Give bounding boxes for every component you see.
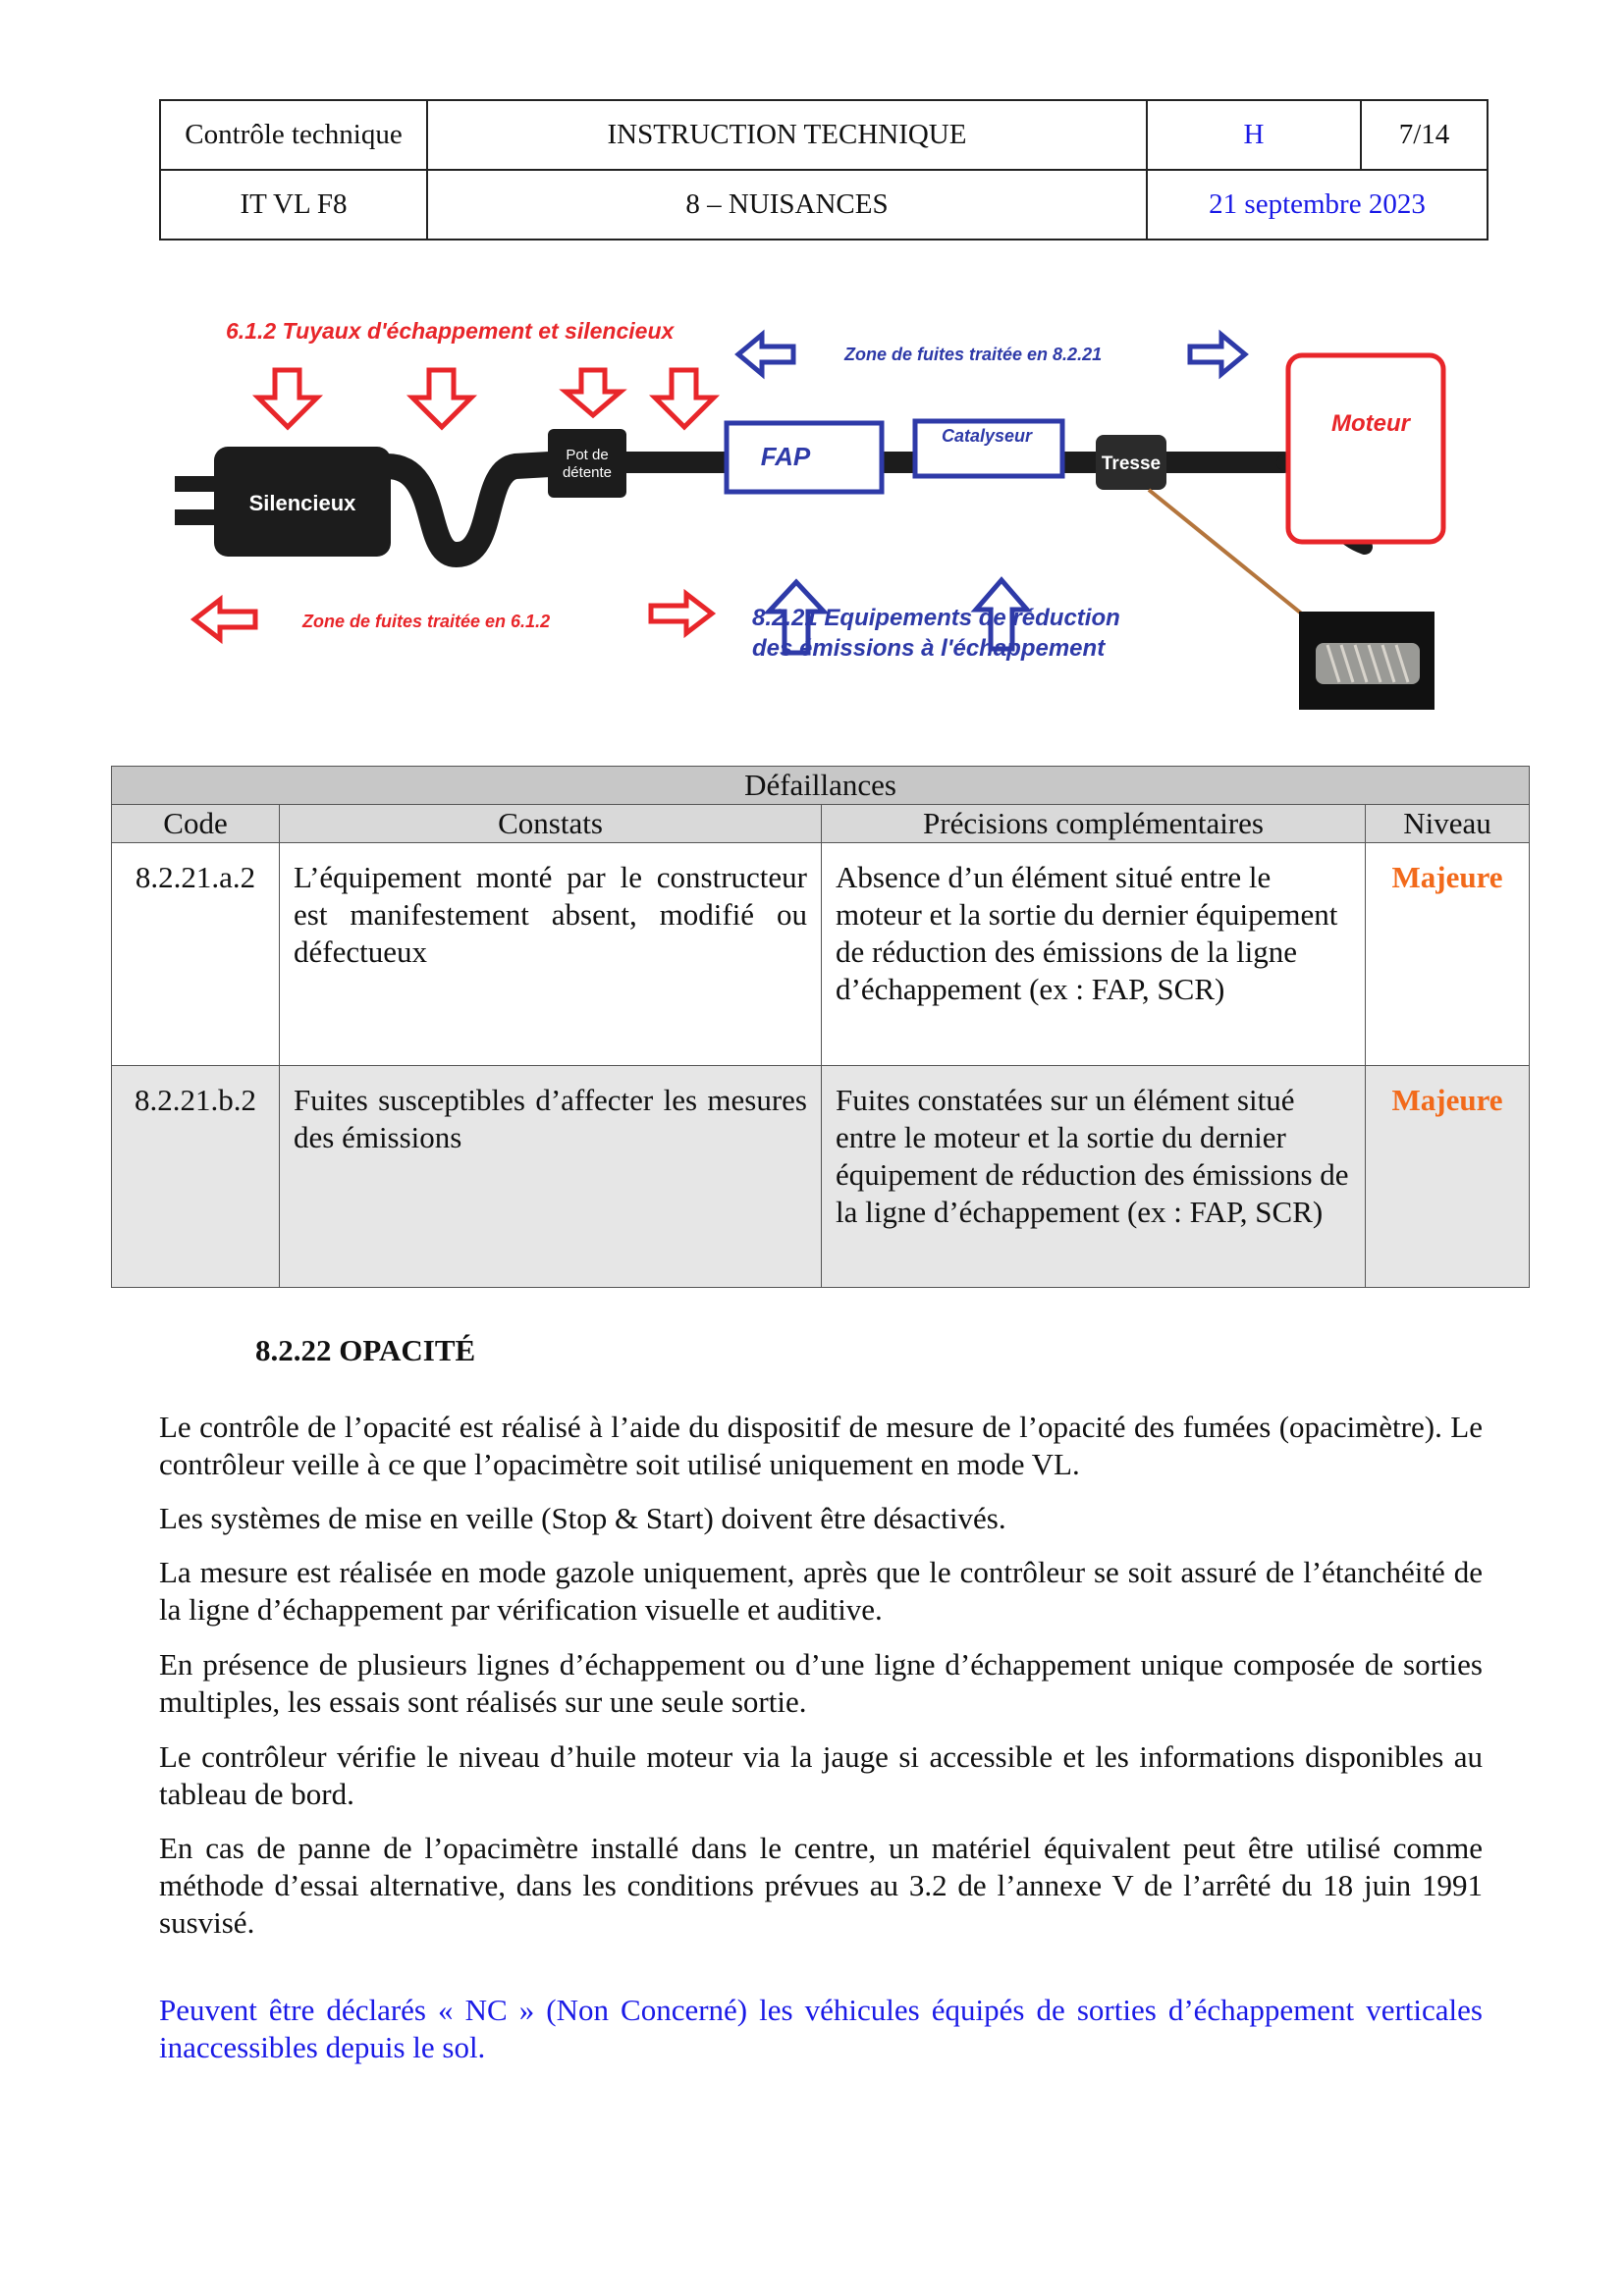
- row-niveau: Majeure: [1366, 1066, 1530, 1288]
- red-down-arrow-3: [566, 370, 621, 415]
- paragraph: Les systèmes de mise en veille (Stop & Start) doivent être désactivés.: [159, 1501, 1006, 1535]
- row-constat: L’équipement monté par le constructeur est manifestement absent, modifié ou défectueux: [280, 843, 822, 1066]
- equipment-label-line2: des émissions à l'échappement: [752, 635, 1106, 662]
- tailpipe-upper: [175, 476, 214, 492]
- row-constat: Fuites susceptibles d’affecter les mesures des émissions: [280, 1066, 822, 1288]
- defaillances-table: [111, 766, 1530, 1288]
- paragraph: Le contrôleur vérifie le niveau d’huile moteur via la jauge si accessible et les informations disponibles au tableau de bord.: [159, 1739, 1483, 1811]
- note-paragraph: Peuvent être déclarés « NC » (Non Concerné) les véhicules équipés de sorties d’échappement verticales inaccessibles depuis le sol.: [159, 1993, 1483, 2064]
- pipes-label: 6.1.2 Tuyaux d'échappement et silencieux: [226, 318, 675, 344]
- silencer-label: Silencieux: [248, 491, 356, 515]
- equipment-label-line1: 8.2.21 Equipements de réduction: [752, 605, 1120, 631]
- expansion-label-line2: détente: [562, 464, 613, 481]
- expansion-box: [548, 429, 626, 498]
- header-document-type: INSTRUCTION TECHNIQUE: [427, 100, 1147, 170]
- header-page-number: 7/14: [1361, 100, 1488, 170]
- header-date: 21 septembre 2023: [1147, 170, 1488, 240]
- row-code: 8.2.21.a.2: [112, 843, 280, 1066]
- paragraph: En cas de panne de l’opacimètre installé dans le centre, un matériel équivalent peut être utilisé comme méthode d’essai alternative, dans les conditions prévues au 3.2 de l’annexe V de l’arrêté du 18 juin 1991 susvisé.: [159, 1831, 1483, 1940]
- zone-8-2-21-label: Zone de fuites traitée en 8.2.21: [844, 345, 1103, 364]
- document-header: [159, 99, 1489, 240]
- header-version: H: [1147, 100, 1361, 170]
- blue-left-arrow: [738, 335, 793, 374]
- paragraph: En présence de plusieurs lignes d’échappement ou d’une ligne d’échappement unique composée de sorties multiples, les essais sont réalisés sur une seule sortie.: [159, 1647, 1483, 1719]
- red-down-arrow-2: [412, 370, 471, 427]
- paragraph: La mesure est réalisée en mode gazole uniquement, après que le contrôleur se soit assuré de l’étanchéité de la ligne d’échappement par vérification visuelle et auditive.: [159, 1555, 1483, 1627]
- column-header-code: Code: [112, 805, 280, 843]
- header-reference: IT VL F8: [160, 170, 427, 240]
- red-down-arrow-1: [258, 370, 317, 427]
- paragraph: Le contrôle de l’opacité est réalisé à l’aide du dispositif de mesure de l’opacité des fumées (opacimètre). Le contrôleur veille à ce que l’opacimètre soit utilisé uniquement en mode VL.: [159, 1410, 1483, 1481]
- expansion-label-line1: Pot de: [566, 447, 609, 463]
- table-title: Défaillances: [112, 767, 1530, 805]
- row-niveau: Majeure: [1366, 843, 1530, 1066]
- exhaust-line-diagram: [157, 270, 1453, 712]
- engine-box: [1288, 355, 1443, 542]
- red-down-arrows: [258, 370, 714, 427]
- header-chapter: 8 – NUISANCES: [427, 170, 1147, 240]
- red-down-arrow-4: [655, 370, 714, 427]
- braid-photo: [1299, 612, 1435, 710]
- column-header-constats: Constats: [280, 805, 822, 843]
- zone-6-1-2-label: Zone de fuites traitée en 6.1.2: [302, 612, 551, 631]
- red-left-arrow: [194, 600, 255, 639]
- row-code: 8.2.21.b.2: [112, 1066, 280, 1288]
- fap-label: FAP: [760, 442, 811, 471]
- header-organization: Contrôle technique: [160, 100, 427, 170]
- blue-right-arrow: [1190, 335, 1245, 374]
- red-right-arrow: [651, 594, 712, 633]
- table-row: [112, 1066, 1530, 1288]
- braid-label: Tresse: [1101, 454, 1162, 474]
- section-title: 8.2.22 OPACITÉ: [255, 1333, 476, 1367]
- column-header-niveau: Niveau: [1366, 805, 1530, 843]
- table-row: [112, 843, 1530, 1066]
- catalyst-label: Catalyseur: [941, 426, 1033, 446]
- engine-label: Moteur: [1331, 410, 1410, 437]
- column-header-precisions: Précisions complémentaires: [822, 805, 1366, 843]
- row-precision: Absence d’un élément situé entre le moteur et la sortie du dernier équipement de réduction des émissions de la ligne d’échappement (ex : FAP, SCR): [822, 843, 1366, 1066]
- row-precision: Fuites constatées sur un élément situé entre le moteur et la sortie du dernier équipement de réduction des émissions de la ligne d’échappement (ex : FAP, SCR): [822, 1066, 1366, 1288]
- tailpipe-lower: [175, 509, 214, 525]
